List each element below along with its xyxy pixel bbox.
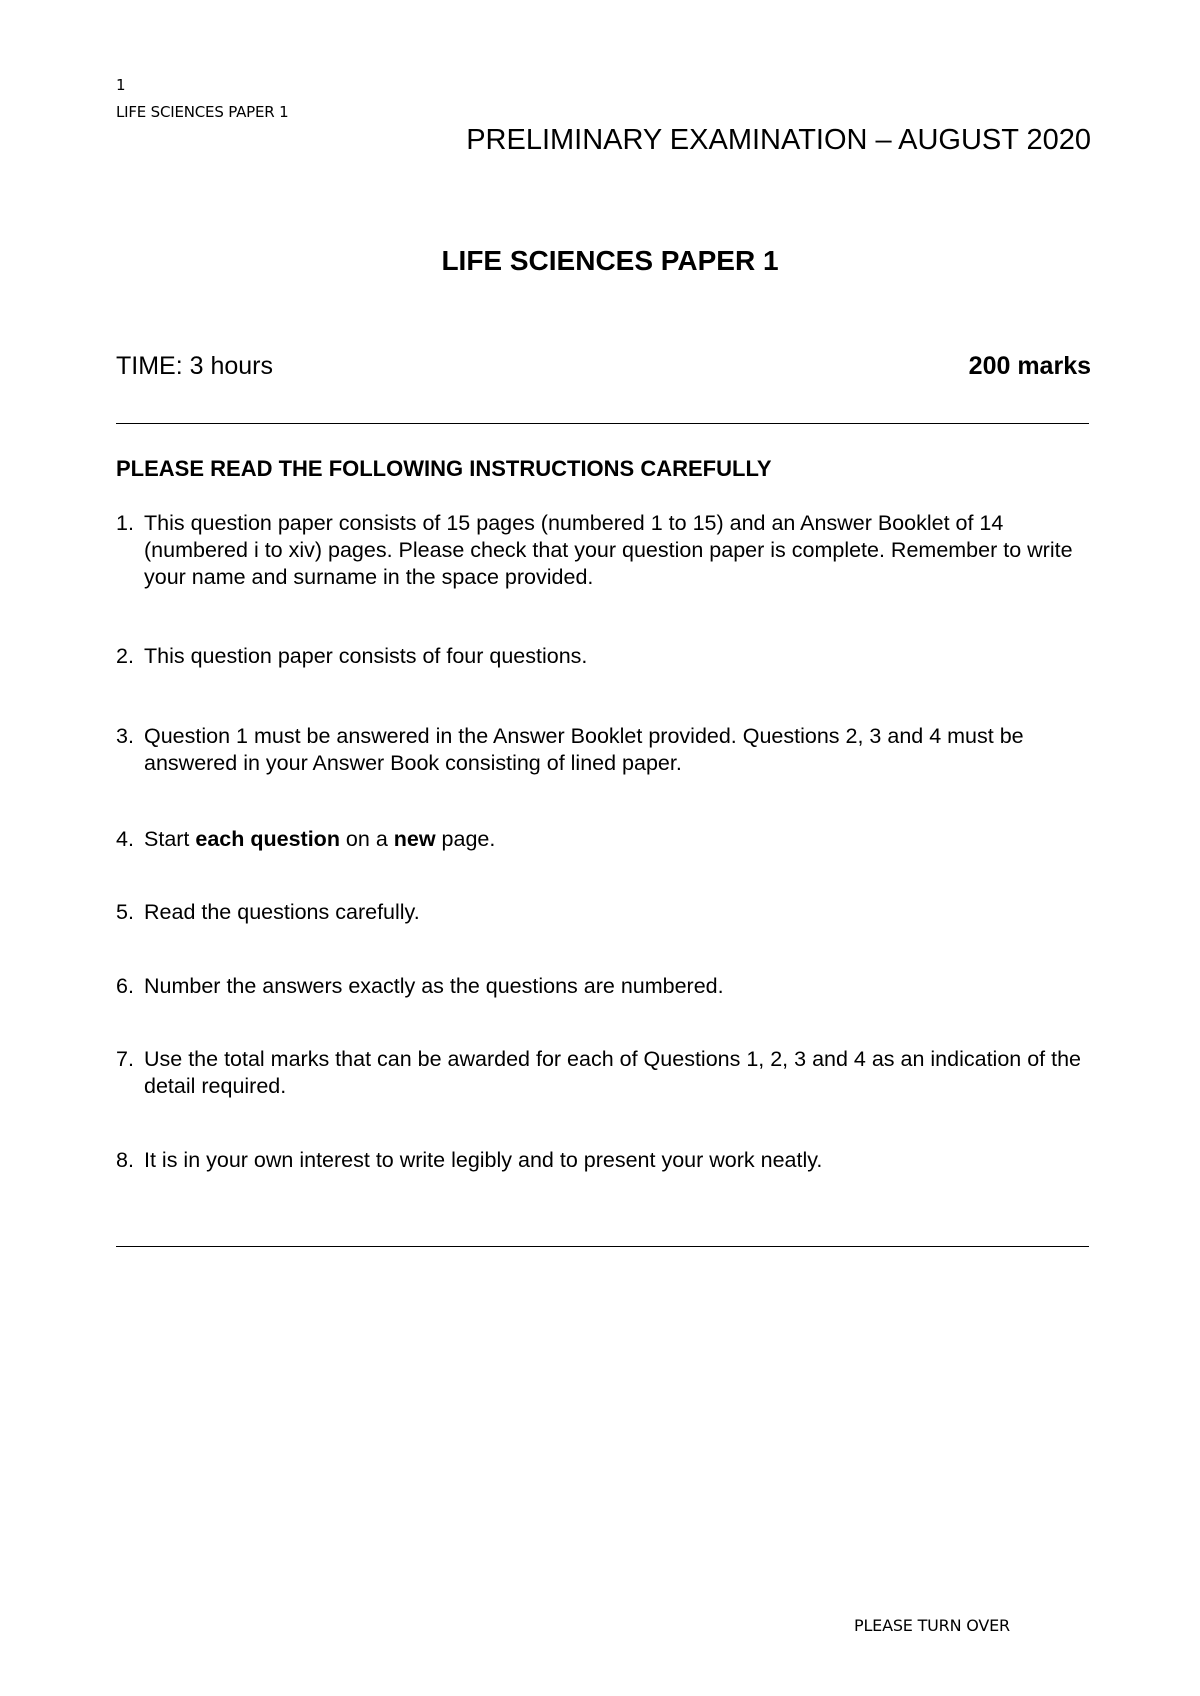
instruction-number: 2. — [116, 644, 134, 668]
instruction-item-8 — [116, 1147, 1091, 1174]
instruction-number: 5. — [116, 900, 134, 924]
instruction-number: 4. — [116, 827, 134, 851]
instruction-text: Number the answers exactly as the questions are numbered. — [144, 974, 724, 998]
instruction-text-part: page. — [435, 827, 496, 851]
paper-title: LIFE SCIENCES PAPER 1 — [441, 245, 779, 276]
instruction-number: 7. — [116, 1047, 134, 1071]
instruction-number: 6. — [116, 974, 134, 998]
instruction-text: This question paper consists of four questions. — [144, 644, 588, 668]
instruction-item-7 — [116, 1046, 1091, 1100]
exam-title: PRELIMINARY EXAMINATION – AUGUST 2020 — [466, 124, 1091, 156]
instruction-text: This question paper consists of 15 pages (numbered 1 to 15) and an Answer Booklet of 14 (numbered i to xiv) pages. Please check that your question paper is complete. Remember to write your name and surname in the space provided. — [144, 511, 1073, 589]
instruction-item-6 — [116, 973, 1091, 1000]
instruction-item-1 — [116, 510, 1091, 591]
bottom-divider — [116, 1246, 1089, 1247]
instruction-text — [144, 826, 1091, 853]
instruction-number: 8. — [116, 1148, 134, 1172]
instruction-item-3 — [116, 723, 1091, 777]
instruction-number: 1. — [116, 511, 134, 535]
instruction-text: Read the questions carefully. — [144, 900, 420, 924]
instruction-item-5 — [116, 899, 1091, 926]
instruction-text: Question 1 must be answered in the Answer Booklet provided. Questions 2, 3 and 4 must be answered in your Answer Book consisting of lined paper. — [144, 724, 1024, 775]
total-marks: 200 marks — [968, 352, 1091, 380]
emphasis-each-question: each question — [195, 827, 340, 851]
instructions-heading: PLEASE READ THE FOLLOWING INSTRUCTIONS CAREFULLY — [116, 456, 772, 481]
instruction-text: It is in your own interest to write legibly and to present your work neatly. — [144, 1148, 823, 1172]
page-number: 1 — [116, 76, 126, 94]
emphasis-new: new — [393, 827, 436, 851]
footer-turn-over: PLEASE TURN OVER — [854, 1616, 1010, 1635]
exam-duration: TIME: 3 hours — [116, 352, 273, 380]
instruction-text: Use the total marks that can be awarded for each of Questions 1, 2, 3 and 4 as an indication of the detail required. — [144, 1047, 1082, 1098]
instruction-text-part: Start — [144, 827, 196, 851]
instruction-item-2 — [116, 643, 1091, 670]
running-header-title: LIFE SCIENCES PAPER 1 — [116, 103, 289, 121]
top-divider — [116, 423, 1089, 424]
instruction-text-part: on a — [339, 827, 394, 851]
instruction-item-4 — [116, 826, 1091, 853]
instruction-number: 3. — [116, 724, 134, 748]
